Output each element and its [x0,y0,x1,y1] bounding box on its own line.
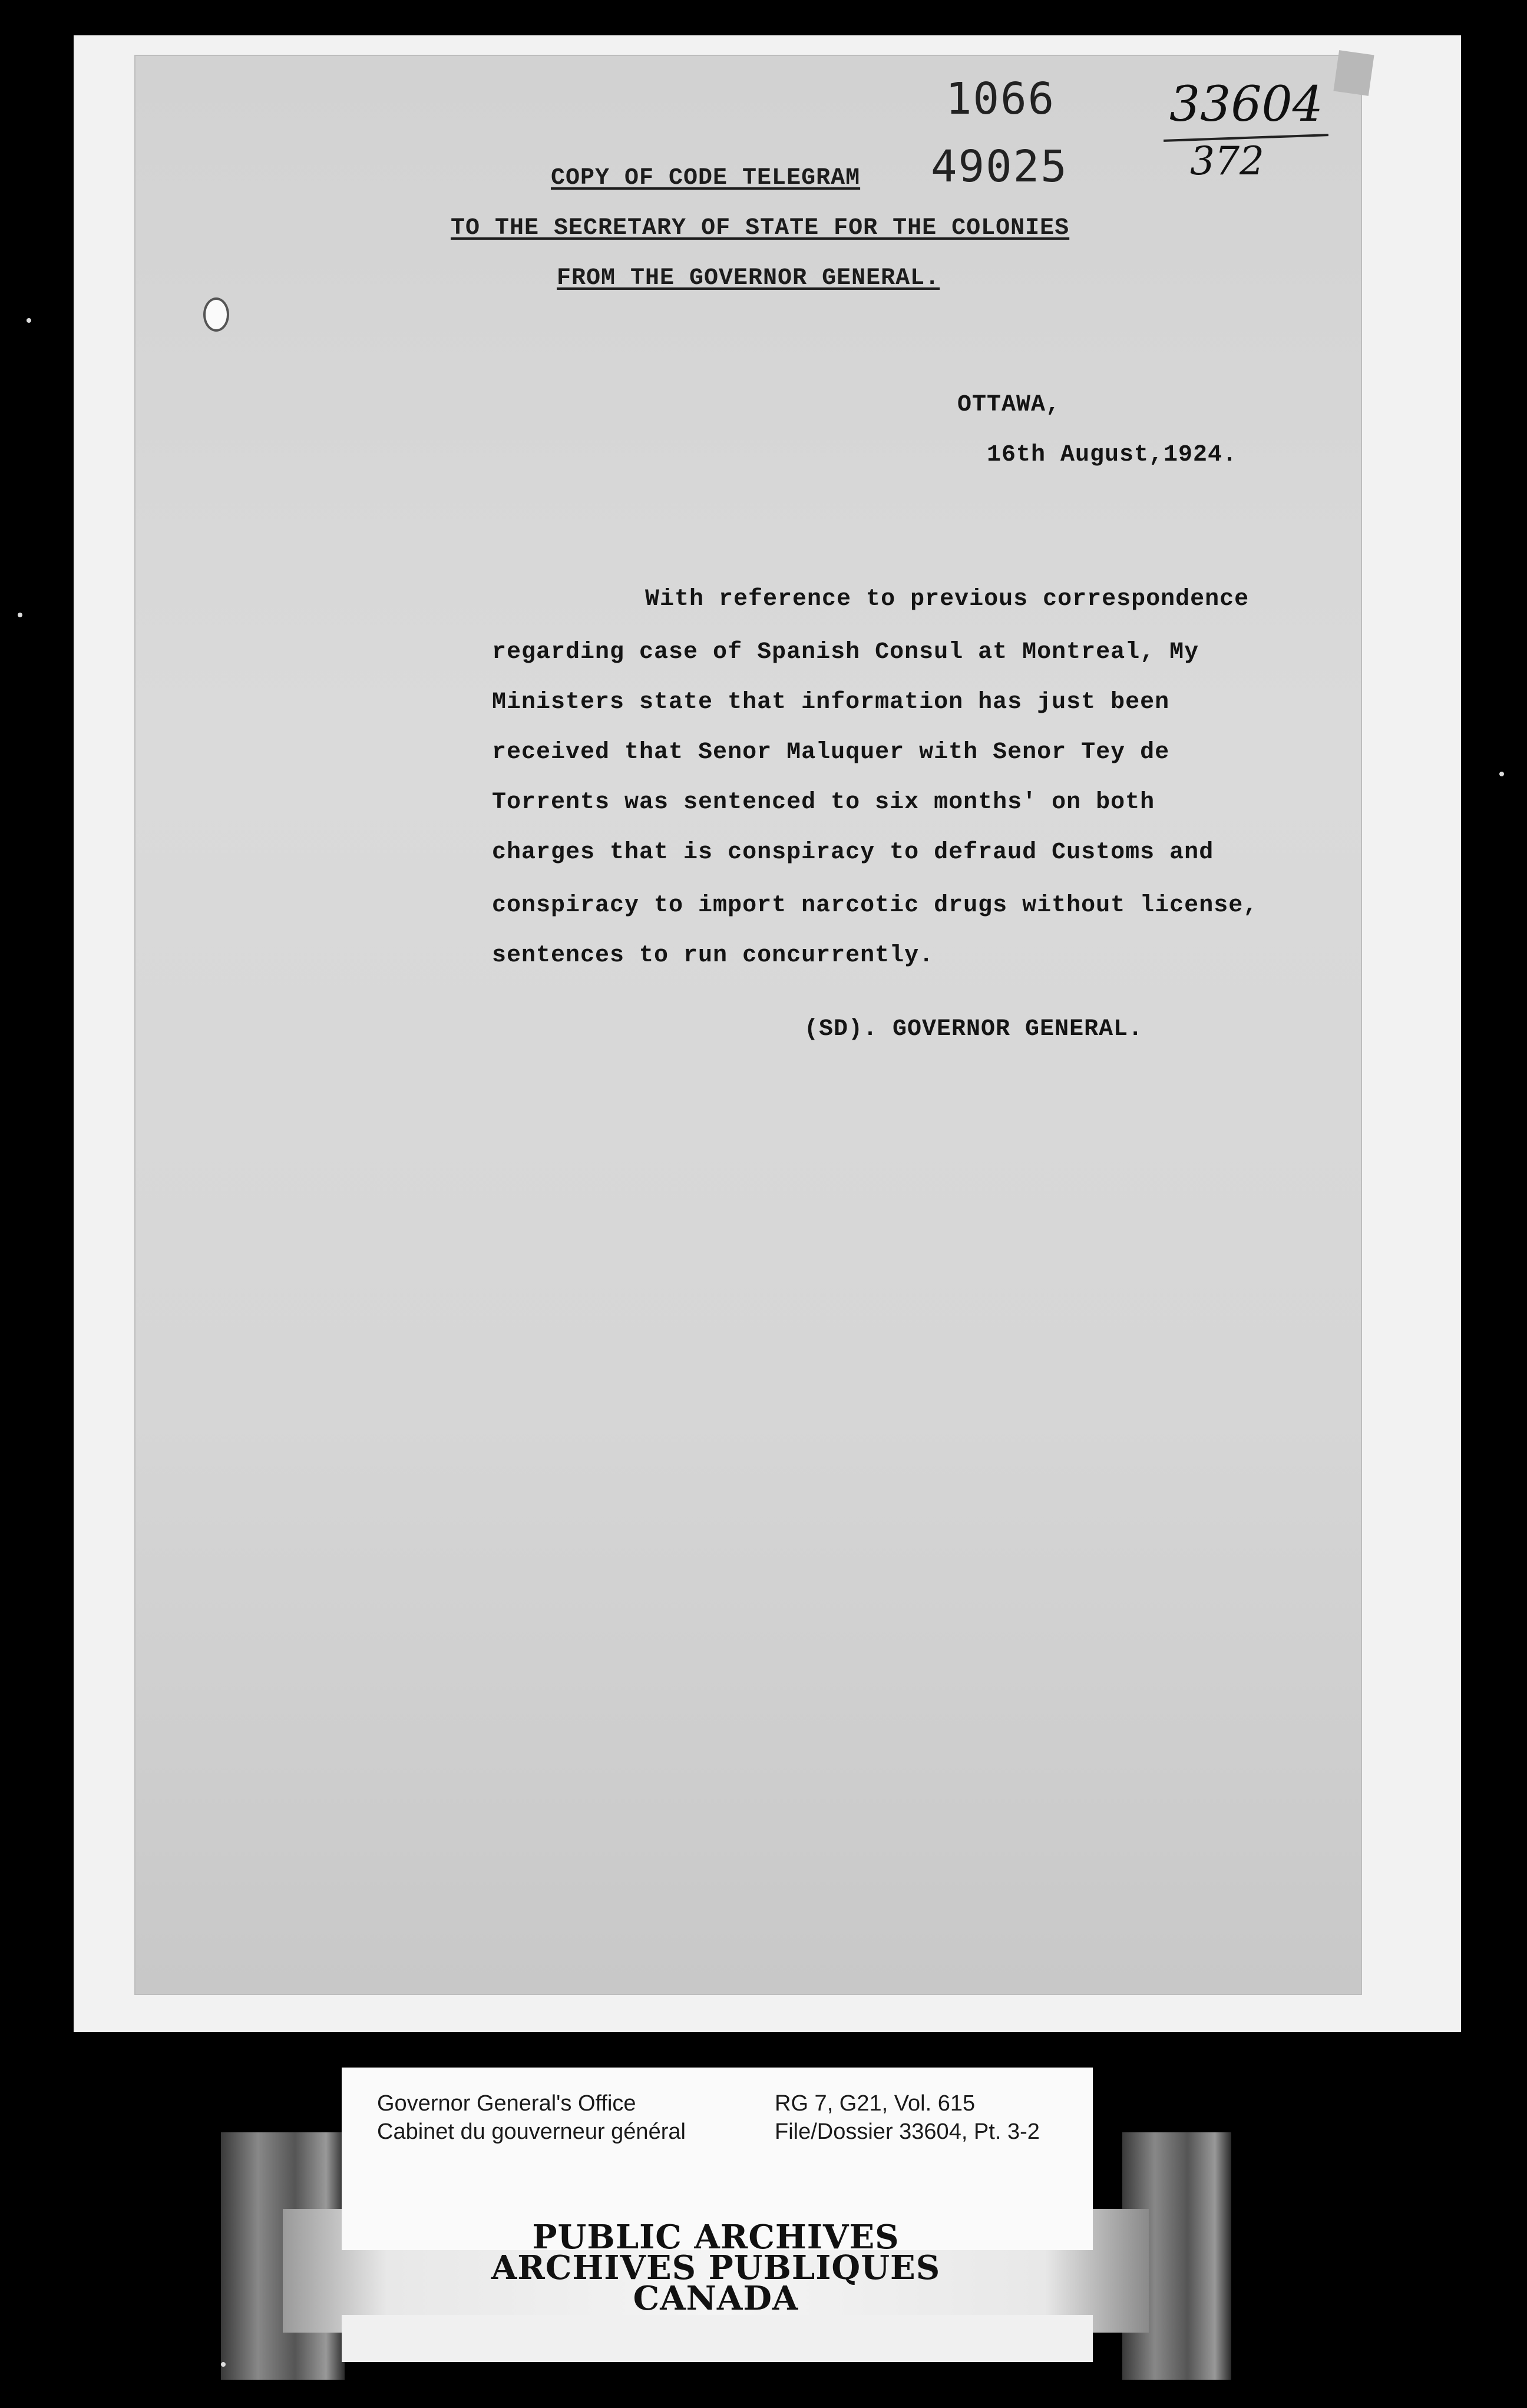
telegram-page [135,56,1361,1994]
label-office-en: Governor General's Office [377,2091,636,2116]
heading-line-1: COPY OF CODE TELEGRAM [551,165,861,191]
punch-hole [203,297,229,332]
folded-corner [1333,50,1374,96]
heading-line-2: TO THE SECRETARY OF STATE FOR THE COLONIES [451,215,1070,242]
film-speck [221,2362,226,2367]
stamp-number-bottom: 49025 [931,141,1068,192]
body-line-2: regarding case of Spanish Consul at Montreal, My [492,639,1199,666]
stamp-number-top: 1066 [946,74,1056,124]
archive-stamp [283,2218,1149,2336]
body-line-1: With reference to previous correspondence [645,586,1250,613]
dateline-date: 16th August,1924. [987,442,1238,468]
handwritten-sub-number: 372 [1190,138,1264,184]
body-line-4: received that Senor Maluquer with Senor Tey de [492,739,1170,766]
archive-stamp-line-1: PUBLIC ARCHIVES [532,2218,900,2257]
label-reference: RG 7, G21, Vol. 615 [775,2091,976,2116]
label-office-fr: Cabinet du gouverneur général [377,2119,686,2144]
handwritten-file-number: 33604 [1169,77,1323,133]
archive-stamp-line-3: CANADA [633,2279,799,2318]
body-line-3: Ministers state that information has just been [492,689,1170,716]
film-speck [27,318,31,323]
dateline-place: OTTAWA, [957,392,1061,418]
body-line-7: conspiracy to import narcotic drugs without license, [492,892,1258,919]
body-line-6: charges that is conspiracy to defraud Customs and [492,839,1214,866]
archive-stamp-line-2: ARCHIVES PUBLIQUES [491,2248,941,2287]
body-line-5: Torrents was sentenced to six months' on both [492,789,1155,816]
body-line-8: sentences to run concurrently. [492,942,934,969]
signature: (SD). GOVERNOR GENERAL. [804,1016,1143,1043]
film-speck [18,613,22,617]
label-file: File/Dossier 33604, Pt. 3-2 [775,2119,1040,2144]
film-speck [1499,772,1504,776]
heading-line-3: FROM THE GOVERNOR GENERAL. [557,265,940,292]
